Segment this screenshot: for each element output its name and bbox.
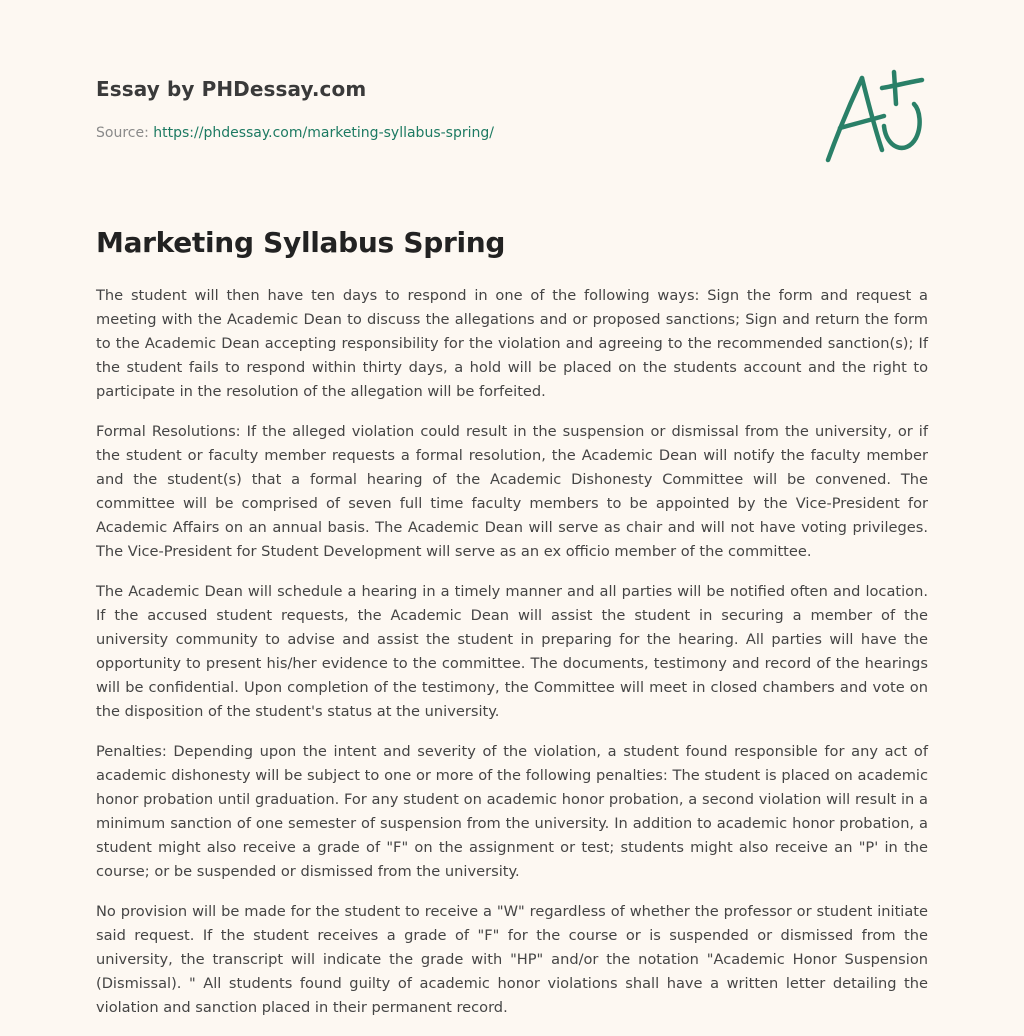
- paragraph: The Academic Dean will schedule a hearing in a timely manner and all parties will be notified often and location. If the accused student requests, the Academic Dean will assist the student in securing a member of the university community to advise and assist the student in preparing for the hearing. All parties will have the opportunity to present his/her evidence to the committee. The documents, testimony and record of the hearings will be confidential. Upon completion of the testimony, the Committee will meet in closed chambers and vote on the disposition of the student's status at the university.: [96, 583, 928, 720]
- paragraph: The student will then have ten days to respond in one of the following ways: Sign the form and request a meeting with the Academic Dean to discuss the allegations and or proposed sanctions; Sign and return the form to the Academic Dean accepting responsibility for the violation and agreeing to the recommended sanction(s); If the student fails to respond within thirty days, a hold will be placed on the students account and the right to participate in the resolution of the allegation will be forfeited.: [96, 287, 928, 400]
- page-title: Marketing Syllabus Spring: [96, 226, 506, 259]
- paragraph: Penalties: Depending upon the intent and severity of the violation, a student found responsible for any act of academic dishonesty will be subject to one or more of the following penalties: The student is placed on academic honor probation until graduation. For any student on academic honor probation, a second violation will result in a minimum sanction of one semester of suspension from the university. In addition to academic honor probation, a student might also receive a grade of "F" on the assignment or test; students might also receive an "P' in the course; or be suspended or dismissed from the university.: [96, 743, 928, 880]
- a-plus-logo-icon: [822, 68, 930, 164]
- source-label: Source:: [96, 125, 154, 141]
- source-line: [96, 125, 494, 141]
- brand-title: Essay by PHDessay.com: [96, 77, 367, 101]
- article-body: [96, 284, 928, 1036]
- source-link[interactable]: https://phdessay.com/marketing-syllabus-spring/: [153, 125, 494, 141]
- paragraph: Formal Resolutions: If the alleged violation could result in the suspension or dismissal from the university, or if the student or faculty member requests a formal resolution, the Academic Dean will notify the faculty member and the student(s) that a formal hearing of the Academic Dishonesty Committee will be convened. The committee will be comprised of seven full time faculty members to be appointed by the Vice-President for Academic Affairs on an annual basis. The Academic Dean will serve as chair and will not have voting privileges. The Vice-President for Student Development will serve as an ex officio member of the committee.: [96, 423, 928, 560]
- paragraph: No provision will be made for the student to receive a "W" regardless of whether the professor or student initiate said request. If the student receives a grade of "F" for the course or is suspended or dismissed from the university, the transcript will indicate the grade with "HP" and/or the notation "Academic Honor Suspension (Dismissal). " All students found guilty of academic honor violations shall have a written letter detailing the violation and sanction placed in their permanent record.: [96, 903, 928, 1016]
